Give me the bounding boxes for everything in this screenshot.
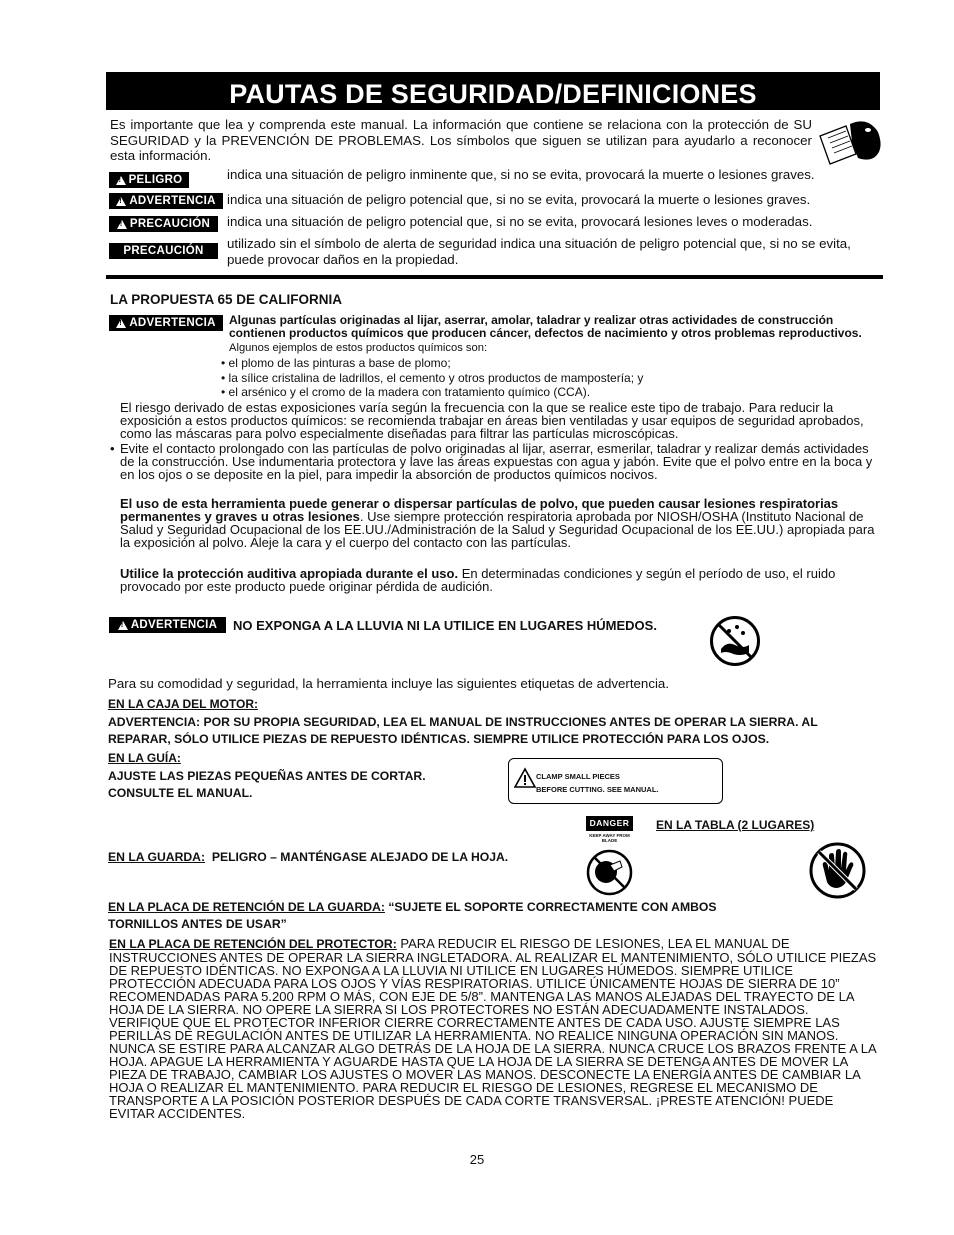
guide-label-line1: AJUSTE LAS PIEZAS PEQUEÑAS ANTES DE CORTAR.: [108, 769, 426, 783]
labels-intro: Para su comodidad y seguridad, la herramienta incluye las siguientes etiquetas de advertencia.: [108, 676, 670, 691]
keep-hands-away-blade-icon: [586, 849, 633, 896]
no-rain-icon: [709, 615, 761, 667]
list-item: • el arsénico y el cromo de la madera con tratamiento químico (CCA).: [221, 385, 591, 399]
precaucion-badge: ! PRECAUCIÓN: [109, 216, 218, 232]
no-hands-icon: [809, 842, 866, 899]
page-title: PAUTAS DE SEGURIDAD/DEFINICIONES: [106, 72, 880, 110]
risk-paragraph: El riesgo derivado de estas exposiciones varía según la frecuencia con la que se realice este tipo de trabajo. Para reducir la exposición a estos productos químicos: se recomienda trabajar en áreas bien ventiladas y usar equipos de seguridad aprobados, como las máscaras para polvo especialmente diseñadas para filtrar las partículas microscópicas.: [120, 400, 864, 441]
motor-label-text: ADVERTENCIA: POR SU PROPIA SEGURIDAD, LEA EL MANUAL DE INSTRUCCIONES ANTES DE OPERAR LA SIERRA. AL REPARAR, SÓLO UTILICE PIEZAS DE REPUESTO IDÉNTICAS. SIEMPRE UTILICE PROTECCIÓN PARA LOS OJOS.: [108, 715, 818, 746]
list-item: • el plomo de las pinturas a base de plomo;: [221, 356, 451, 370]
warning-triangle-icon: [117, 220, 127, 229]
guide-label-line2: CONSULTE EL MANUAL.: [108, 786, 253, 800]
peligro-definition: indica una situación de peligro inminente que, si no se evita, provocará la muerte o lesiones graves.: [227, 167, 815, 182]
intro-paragraph: Es importante que lea y comprenda este manual. La información que contiene se relaciona con la protección de SU SEGURIDAD y la PREVENCIÓN DE PROBLEMAS. Los símbolos que siguen se utilizan para ayudarlo a reconocer esta información.: [110, 117, 812, 163]
guide-label-title: EN LA GUÍA:: [108, 751, 181, 765]
rain-advertencia-badge: ! ADVERTENCIA: [109, 617, 226, 633]
page-number: 25: [469, 1152, 485, 1167]
precaucion-definition: indica una situación de peligro potencial que, si no se evita, provocará lesiones leves o moderadas.: [227, 214, 813, 229]
prop65-heading: LA PROPUESTA 65 DE CALIFORNIA: [110, 292, 343, 307]
danger-tag: DANGER: [586, 816, 633, 831]
prop65-warning-text: Algunas partículas originadas al lijar, aserrar, amolar, taladrar y realizar otras actividades de construcción contienen productos químicos que producen cáncer, defectos de nacimiento y otros problemas reproductivos. Algunos ejemplos de estos productos químicos son:: [229, 313, 862, 354]
read-manual-icon: [816, 118, 884, 170]
warning-triangle-icon: [116, 176, 126, 185]
section-divider: [106, 275, 883, 279]
peligro-badge: ! PELIGRO: [109, 172, 189, 188]
warning-triangle-icon: [116, 319, 126, 328]
hearing-paragraph: Utilice la protección auditiva apropiada durante el uso. En determinadas condiciones y según el período de uso, el ruido provocado por este producto puede originar pérdida de audición.: [120, 566, 836, 594]
danger-tag-subtext: KEEP AWAY FROM BLADE: [589, 833, 630, 843]
plate-guard-label: EN LA PLACA DE RETENCIÓN DE LA GUARDA: “SUJETE EL SOPORTE CORRECTAMENTE CON AMBOS TORNILLOS ANTES DE USAR”: [108, 900, 717, 931]
motor-label-title: EN LA CAJA DEL MOTOR:: [108, 697, 259, 711]
clamp-label-text: CLAMP SMALL PIECES BEFORE CUTTING. SEE MANUAL.: [536, 772, 659, 794]
precaucion-property-definition: utilizado sin el símbolo de alerta de seguridad indica una situación de peligro potencial que, si no se evita, puede provocar daños en la propiedad.: [227, 236, 851, 267]
advertencia-badge: ! ADVERTENCIA: [109, 193, 223, 209]
prop65-advertencia-badge: ! ADVERTENCIA: [109, 315, 223, 331]
protector-plate-label: EN LA PLACA DE RETENCIÓN DEL PROTECTOR: PARA REDUCIR EL RIESGO DE LESIONES, LEA EL MANUAL DE INSTRUCCIONES ANTES DE OPERAR LA SIERRA INGLETADORA. AL REALIZAR EL MANTENIMIENTO, SÓLO UTILICE PIEZAS DE REPUESTO IDÉNTICAS. NO EXPONGA A LA LLUVIA NI UTILICE EN LUGARES HÚMEDOS. SIEMPRE UTILICE PROTECCIÓN ADECUADA PARA LOS OJOS Y VÍAS RESPIRATORIAS. UTILICE ÚNICAMENTE HOJAS DE SIERRA DE 10” RECOMENDADAS PARA 5.200 RPM O MÁS, CON EJE DE 5/8”. MANTENGA LAS MANOS ALEJADAS DEL TRAYECTO DE LA HOJA DE LA SIERRA. NO OPERE LA SIERRA SI LOS PROTECTORES NO ESTÁN ADECUADAMENTE INSTALADOS. VERIFIQUE QUE EL PROTECTOR INFERIOR CIERRE CORRECTAMENTE ANTES DE CADA USO. AJUSTE SIEMPRE LAS PERILLAS DE REGULACIÓN ANTES DE UTILIZAR LA HERRAMIENTA. NO REALICE NINGUNA OPERACIÓN SIN MANOS. NUNCA SE ESTIRE PARA ALCANZAR ALGO DETRÁS DE LA HOJA DE LA SIERRA. NUNCA CRUCE LOS BRAZOS FRENTE A LA HOJA. APAGUE LA HERRAMIENTA Y AGUARDE HASTA QUE LA HOJA DE LA SIERRA SE DETENGA ANTES DE MOVER LA PIEZA DE TRABAJO, CAMBIAR LOS AJUSTES O MOVER LAS MANOS. DESCONECTE LA ENERGÍA ANTES DE CAMBIAR LA HOJA O REALIZAR EL MANTENIMIENTO. PARA REDUCIR EL RIESGO DE LESIONES, REGRESE EL MECANISMO DE TRANSPORTE A LA POSICIÓN POSTERIOR DESPUÉS DE CADA CORTE TRANSVERSAL. ¡PRESTE ATENCIÓN! PUEDE EVITAR ACCIDENTES.: [109, 936, 877, 1121]
warning-triangle-icon: [514, 767, 536, 789]
precaucion-no-symbol-badge: PRECAUCIÓN: [109, 243, 218, 259]
warning-triangle-icon: [118, 621, 128, 630]
rain-warning-text: NO EXPONGA A LA LLUVIA NI LA UTILICE EN LUGARES HÚMEDOS.: [233, 618, 657, 633]
advertencia-definition: indica una situación de peligro potencial que, si no se evita, provocará la muerte o lesiones graves.: [227, 192, 811, 207]
warning-triangle-icon: [116, 197, 126, 206]
dust-paragraph: El uso de esta herramienta puede generar o dispersar partículas de polvo, que pueden causar lesiones respiratorias permanentes y graves u otras lesiones. Use siempre protección respiratoria aprobada por NIOSH/OSHA (Instituto Nacional de Salud y Seguridad Ocupacional de los EE.UU./Administración de la Salud y Seguridad Ocupacional de los EE.UU.) apropiada para la exposición al polvo. Aleje la cara y el cuerpo del contacto con las partículas.: [120, 496, 875, 550]
avoid-contact-paragraph: Evite el contacto prolongado con las partículas de polvo originadas al lijar, aserrar, esmerilar, taladrar y realizar demás actividades de la construcción. Use indumentaria protectora y lave las áreas expuestas con agua y jabón. Evite que el polvo entre en la boca y en los ojos o se deposite en la piel, para impedir la absorción de productos químicos nocivos.: [120, 441, 873, 482]
table-label-title: EN LA TABLA (2 LUGARES): [656, 818, 815, 832]
guard-label: EN LA GUARDA: PELIGRO – MANTÉNGASE ALEJADO DE LA HOJA.: [108, 850, 509, 864]
bullet-dot: •: [110, 441, 115, 456]
list-item: • la sílice cristalina de ladrillos, el cemento y otros productos de mampostería; y: [221, 371, 644, 385]
